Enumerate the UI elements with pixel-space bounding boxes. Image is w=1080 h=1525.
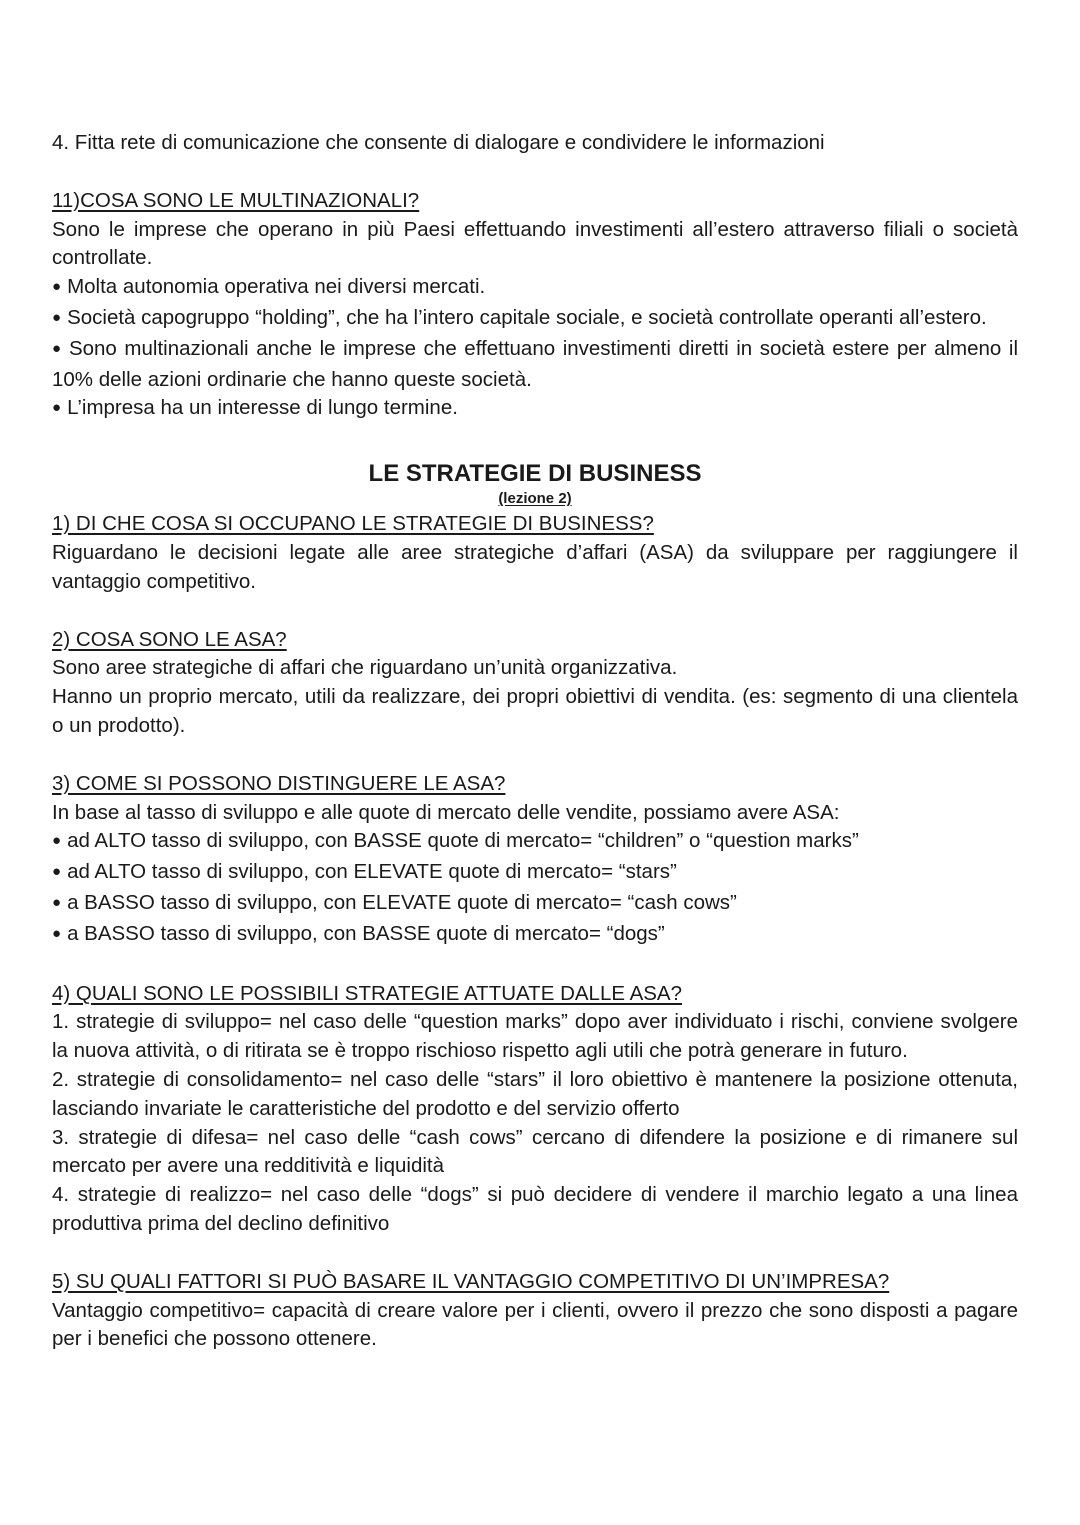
paragraph: Sono le imprese che operano in più Paesi effettuando investimenti all’estero attraverso filiali o società controllate. [52,217,1018,270]
bullet-item: ● ad ALTO tasso di sviluppo, con ELEVATE quote di mercato= “stars” [52,858,1018,889]
bullet-item: ● a BASSO tasso di sviluppo, con ELEVATE quote di mercato= “cash cows” [52,889,1018,920]
bullet-item: ● L’impresa ha un interesse di lungo termine. [52,394,1018,425]
section-q4 [52,980,1018,1239]
section-multinazionali [52,187,1018,425]
bullet-item: ● Sono multinazionali anche le imprese che effettuano investimenti diretti in società estere per almeno il 10% delle azioni ordinarie che hanno queste società. [52,335,1018,395]
question-heading: 4) QUALI SONO LE POSSIBILI STRATEGIE ATTUATE DALLE ASA? [52,981,683,1005]
paragraph: Sono aree strategiche di affari che riguardano un’unità organizzativa. [52,656,678,680]
bullet-item: ● a BASSO tasso di sviluppo, con BASSE quote di mercato= “dogs” [52,920,1018,951]
page-title: LE STRATEGIE DI BUSINESS [368,460,702,488]
paragraph: Vantaggio competitivo= capacità di creare valore per i clienti, ovvero il prezzo che sono disposti a pagare per i benefici che possono ottenere. [52,1298,1018,1351]
section-q5 [52,1268,1018,1354]
page-subtitle: (lezione 2) [498,490,572,508]
numbered-item: 3. strategie di difesa= nel caso delle “cash cows” cercano di difendere la posizione e di rimanere sul mercato per avere una redditività e liquidità [52,1125,1018,1178]
bullet-item: ● Società capogruppo “holding”, che ha l’intero capitale sociale, e società controllate operanti all’estero. [52,304,1018,335]
numbered-item: 1. strategie di sviluppo= nel caso delle “question marks” dopo aver individuato i rischi, conviene svolgere la nuova attività, o di ritirata se è troppo rischioso rispetto agli utili che potrà generare in futuro. [52,1010,1018,1063]
bullet-item: ● Molta autonomia operativa nei diversi mercati. [52,273,1018,304]
section-q1 [52,510,1018,596]
question-heading: 1) DI CHE COSA SI OCCUPANO LE STRATEGIE DI BUSINESS? [52,512,654,536]
numbered-item: 4. strategie di realizzo= nel caso delle “dogs” si può decidere di vendere il marchio legato a una linea produttiva prima del declino definitivo [52,1183,1018,1235]
paragraph: Riguardano le decisioni legate alle aree strategiche d’affari (ASA) da sviluppare per raggiungere il vantaggio competitivo. [52,540,1018,593]
section-q3 [52,770,1018,951]
paragraph: In base al tasso di sviluppo e alle quote di mercato delle vendite, possiamo avere ASA: [52,800,840,824]
numbered-item: 2. strategie di consolidamento= nel caso delle “stars” il loro obiettivo è mantenere la posizione ottenuta, lasciando invariate le caratteristiche del prodotto e del servizio offerto [52,1067,1018,1120]
intro-line: 4. Fitta rete di comunicazione che consente di dialogare e condividere le informazioni [52,131,825,154]
bullet-item: ● ad ALTO tasso di sviluppo, con BASSE quote di mercato= “children” o “question marks” [52,827,1018,858]
document-page [52,129,1018,1354]
question-heading: 11)COSA SONO LE MULTINAZIONALI? [52,188,420,212]
question-heading: 3) COME SI POSSONO DISTINGUERE LE ASA? [52,771,506,795]
section-q2 [52,626,1018,741]
question-heading: 5) SU QUALI FATTORI SI PUÒ BASARE IL VANTAGGIO COMPETITIVO DI UN’IMPRESA? [52,1269,890,1293]
paragraph: Hanno un proprio mercato, utili da realizzare, dei propri obiettivi di vendita. (es: segmento di una clientela o un prodotto). [52,685,1018,737]
question-heading: 2) COSA SONO LE ASA? [52,627,287,651]
